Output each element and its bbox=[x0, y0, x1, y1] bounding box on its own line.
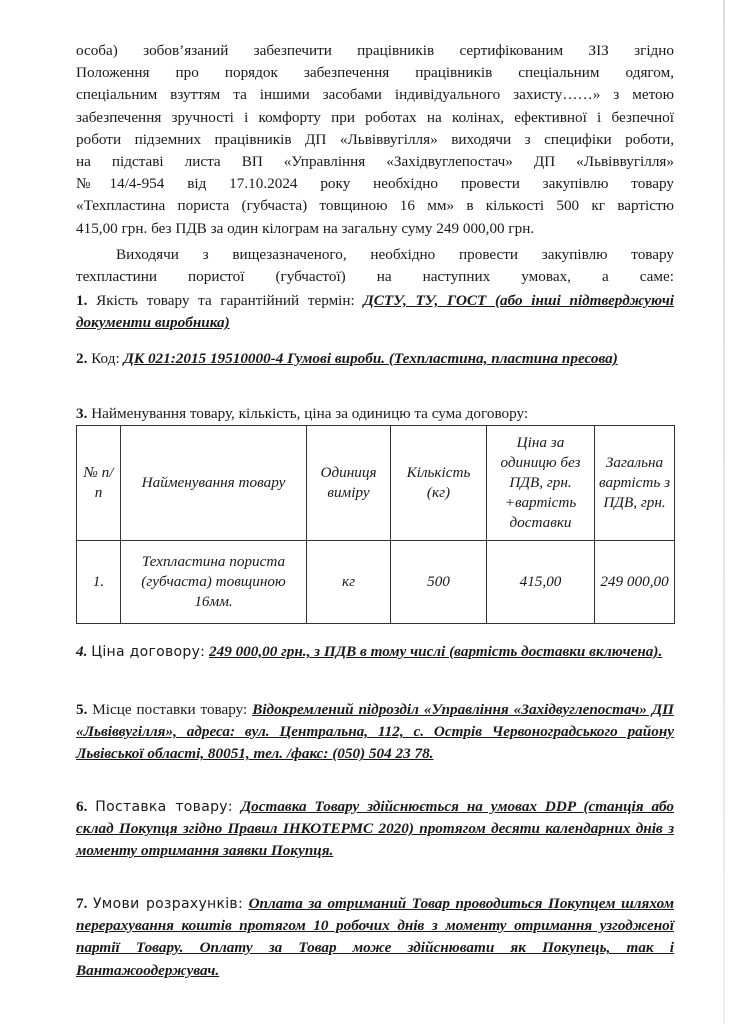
table-cell: 1. bbox=[77, 541, 121, 624]
table-row bbox=[77, 541, 675, 624]
item-label: Якість товару та гарантійний термін: bbox=[96, 292, 355, 309]
item-number: 5. bbox=[76, 701, 88, 718]
intro-line: №14/4-954 від 17.10.2024 року необхідно провести закупівлю товару bbox=[76, 175, 674, 193]
table-cell: 500 bbox=[391, 541, 487, 624]
table-cell: 415,00 bbox=[487, 541, 595, 624]
based-line: Виходячи з вищезазначеного, необхідно провести закупівлю товару bbox=[116, 246, 674, 263]
item-label: Місце поставки товару: bbox=[92, 701, 248, 718]
based-line: техпластини пористої (губчастої) на наступних умовах, а саме: bbox=[76, 268, 674, 286]
intro-line: Положення про порядок забезпечення працівників спеціальним одягом, bbox=[76, 64, 674, 82]
item-code bbox=[76, 348, 674, 370]
item-number: 1. bbox=[76, 292, 88, 309]
item-quality bbox=[76, 290, 674, 334]
item-value: Оплата за отриманий Товар проводиться Покупцем шляхом перерахування коштів протягом 10 робочих днів з моменту отримання узгодженої партії Товару. Оплату за Товар може здійснювати як Покупець, так і Вантажоодержувач. bbox=[76, 895, 675, 979]
table-header: Найменування товару bbox=[121, 426, 307, 541]
intro-line: забезпечення зручності і комфорту при роботах на колінах, ефективної і безпечної bbox=[76, 108, 674, 126]
item-label: Найменування товару, кількість, ціна за одиницю та сума договору: bbox=[91, 405, 529, 422]
item-label: Код: bbox=[91, 350, 120, 367]
item-number: 7. bbox=[76, 895, 88, 912]
goods-table bbox=[76, 425, 675, 624]
item-value: Відокремлений підрозділ «Управління «Західвуглепостач» ДП «Львіввугілля», адреса: вул. Центральна, 112, с. Острів Червоноградського району Львівської області, 80051, тел. /факс: (050) 504 23 78. bbox=[76, 701, 674, 763]
item-payment-terms bbox=[76, 893, 674, 982]
intro-line: 415,00 грн. без ПДВ за один кілограм на загальну суму 249 000,00 грн. bbox=[76, 219, 535, 237]
table-cell: 249 000,00 bbox=[595, 541, 675, 624]
intro-line: особа) зобов’язаний забезпечити працівників сертифікованим ЗІЗ згідно bbox=[76, 42, 674, 59]
table-header: Ціна за одиницю без ПДВ, грн. +вартість доставки bbox=[487, 426, 595, 541]
item-value: 249 000,00 грн., з ПДВ в тому числі (вартість доставки включена). bbox=[209, 643, 663, 660]
item-number: 3. bbox=[76, 405, 88, 422]
item-number: 6. bbox=[76, 798, 88, 815]
table-header: Кількість (кг) bbox=[391, 426, 487, 541]
intro-line: спеціальним взуттям та іншими засобами індивідуального захисту……» з метою bbox=[76, 86, 674, 104]
item-delivery-place bbox=[76, 699, 674, 766]
item-value: Доставка Товару здійснюється на умовах DDP (станція або склад Покупця згідно Правил ІНКОТЕРМС 2020) протягом десяти календарних днів з моменту отримання заявки Покупця. bbox=[76, 798, 675, 860]
intro-line: роботи підземних працівників ДП «Львіввугілля» виходячи з специфіки роботи, bbox=[76, 130, 674, 148]
item-delivery-terms bbox=[76, 796, 674, 863]
scan-edge-shadow bbox=[723, 0, 725, 1024]
item-table-title bbox=[76, 403, 674, 425]
table-header: Загальна вартість з ПДВ, грн. bbox=[595, 426, 675, 541]
item-contract-price bbox=[76, 641, 674, 663]
table-cell: кг bbox=[307, 541, 391, 624]
item-label: Умови розрахунків: bbox=[92, 896, 243, 912]
intro-line: «Техпластина пориста (губчаста) товщиною 16 мм» в кількості 500 кг вартістю bbox=[76, 197, 674, 215]
based-paragraph bbox=[76, 244, 674, 288]
intro-line: на підставі листа ВП «Управління «Західвуглепостач» ДП «Львіввугілля» bbox=[76, 153, 674, 171]
table-header: № п/п bbox=[77, 426, 121, 541]
table-header: Одиниця виміру bbox=[307, 426, 391, 541]
item-label: Поставка товару: bbox=[95, 799, 233, 815]
item-number: 4. bbox=[76, 643, 88, 660]
item-number: 2. bbox=[76, 350, 88, 367]
item-value: ДСТУ, ТУ, ГОСТ (або інші підтверджуючі документи виробника) bbox=[76, 292, 675, 332]
item-value: ДК 021:2015 19510000-4 Гумові вироби. (Техпластина, пластина пресова) bbox=[123, 350, 618, 367]
item-label: Ціна договору: bbox=[91, 644, 206, 660]
intro-paragraph bbox=[76, 40, 674, 240]
table-header-row bbox=[77, 426, 675, 541]
table-cell: Техпластина пориста (губчаста) товщиною 16мм. bbox=[121, 541, 307, 624]
